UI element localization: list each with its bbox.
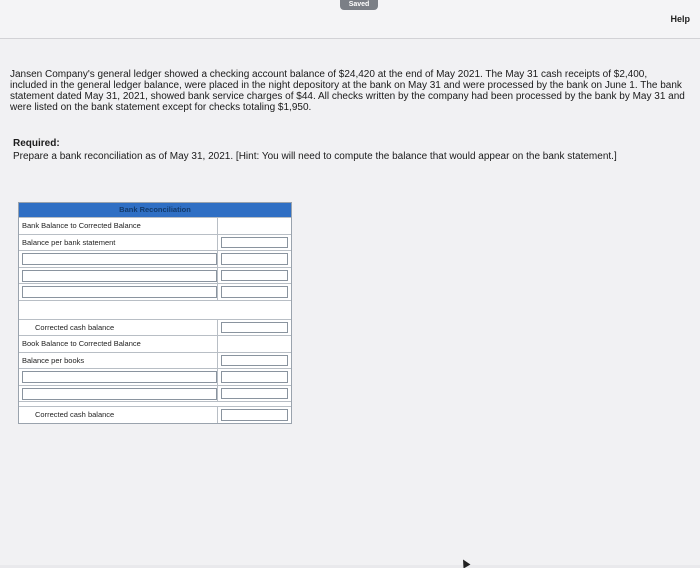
book-adjustment-2-select[interactable]	[19, 386, 218, 402]
book-adjustment-2-input[interactable]	[221, 388, 288, 400]
row-book-adjustment-2	[19, 385, 291, 402]
empty-cell	[221, 220, 288, 232]
corrected-balance-book-label: Corrected cash balance	[19, 407, 218, 423]
bank-adjustment-3-input[interactable]	[221, 286, 288, 298]
corrected-balance-bank-label: Corrected cash balance	[19, 320, 218, 336]
balance-per-books-label: Balance per books	[19, 353, 218, 369]
bank-adjustment-2-input[interactable]	[221, 270, 288, 282]
bank-reconciliation-table	[18, 202, 292, 424]
corrected-balance-book-input[interactable]	[221, 409, 288, 421]
spacer-cell	[19, 301, 218, 319]
required-heading: Required:	[13, 138, 60, 149]
corrected-balance-bank-input[interactable]	[221, 322, 288, 334]
section-heading-book	[19, 335, 291, 352]
question-content	[0, 39, 700, 565]
balance-per-books-input[interactable]	[221, 355, 288, 367]
required-text: Prepare a bank reconciliation as of May 31, 2021. [Hint: You will need to compute the balance that would appear on the bank statement.]	[13, 151, 617, 162]
row-balance-per-bank	[19, 234, 291, 251]
row-bank-adjustment-3	[19, 283, 291, 300]
top-toolbar	[0, 0, 700, 39]
spacer-row	[19, 300, 291, 319]
book-adjustment-1-select[interactable]	[19, 369, 218, 385]
row-book-adjustment-1	[19, 368, 291, 385]
book-adjustment-1-input[interactable]	[221, 371, 288, 383]
bank-adjustment-1-input[interactable]	[221, 253, 288, 265]
row-bank-adjustment-1	[19, 250, 291, 267]
row-bank-adjustment-2	[19, 267, 291, 284]
help-link[interactable]: Help	[670, 14, 690, 24]
problem-statement: Jansen Company's general ledger showed a checking account balance of $24,420 at the end of May 2021. The May 31 cash receipts of $2,400, included in the general ledger balance, were placed in the night depository at the bank on May 31 and were processed by the bank on June 1. The bank statement dated May 31, 2021, showed bank service charges of $44. All checks written by the company had been processed by the bank by May 31 and were listed on the bank statement except for checks totaling $1,950.	[10, 69, 685, 113]
table-title: Bank Reconciliation	[19, 203, 291, 217]
saved-badge: Saved	[340, 0, 378, 10]
bank-adjustment-2-select[interactable]	[19, 268, 218, 284]
balance-per-bank-label: Balance per bank statement	[19, 235, 218, 251]
bank-adjustment-1-select[interactable]	[19, 251, 218, 267]
spacer-cell	[19, 402, 218, 406]
spacer-cell	[221, 303, 288, 317]
row-corrected-balance-book	[19, 406, 291, 423]
balance-per-bank-input[interactable]	[221, 237, 288, 249]
row-balance-per-books	[19, 352, 291, 369]
bank-adjustment-3-select[interactable]	[19, 284, 218, 300]
section-heading-book-label: Book Balance to Corrected Balance	[19, 336, 218, 352]
row-corrected-balance-bank	[19, 319, 291, 336]
mouse-cursor-icon	[460, 558, 471, 568]
section-heading-bank-label: Bank Balance to Corrected Balance	[19, 218, 218, 234]
empty-cell	[221, 338, 288, 350]
section-heading-bank	[19, 217, 291, 234]
